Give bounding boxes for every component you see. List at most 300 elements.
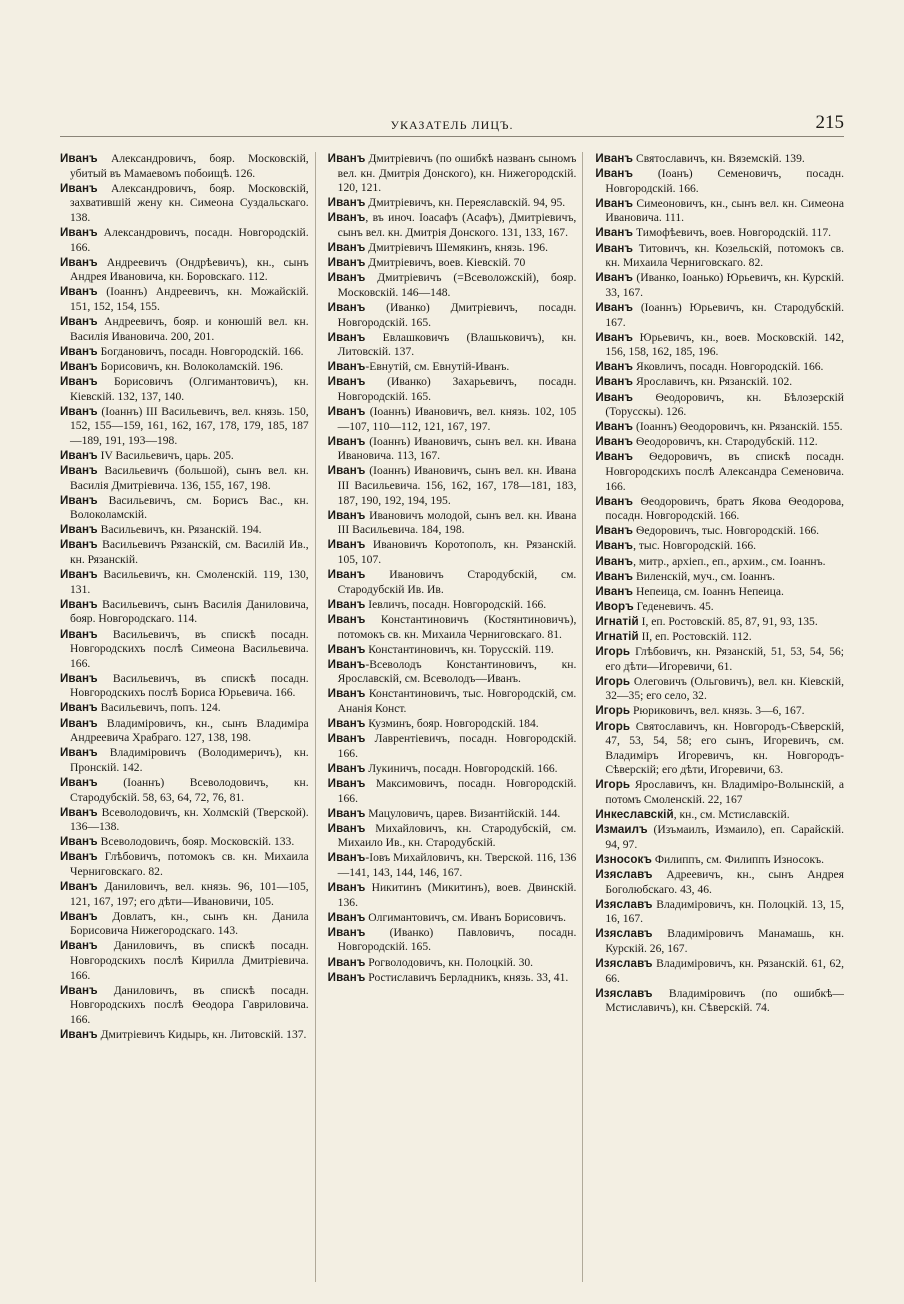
entry-text: Глѣбовичъ, кн. Рязанскій, 51, 53, 54, 56; его дѣти—Игоревичи, 61. [605, 645, 844, 673]
index-entry [595, 898, 844, 927]
page-header [60, 112, 844, 137]
index-entry [328, 643, 577, 658]
entry-text: Ѳеодоровичъ, кн. Стародубскій. 112. [633, 435, 818, 449]
entry-name: Иванъ [60, 315, 98, 329]
entry-text: Васильевичъ, кн. Рязанскій. 194. [97, 523, 262, 537]
entry-text: (Иванко) Дмитріевичъ, посадн. Новгородскій. 165. [337, 300, 577, 329]
index-entry [60, 598, 309, 627]
index-entry [60, 806, 309, 835]
entry-text: Глѣбовичъ, потомокъ св. кн. Михаила Черниговскаго. 82. [70, 850, 309, 878]
index-column-1 [60, 152, 316, 1282]
entry-text: Даниловичъ, въ спискѣ посадн. Новгородскихъ послѣ Ѳеодора Гавриловича. 166. [70, 983, 309, 1026]
entry-name: Иванъ [60, 448, 98, 462]
entry-text: Константиновичъ (Костянтиновичъ), потомокъ св. кн. Михаила Черниговскаго. 81. [337, 612, 577, 641]
index-entry [60, 375, 309, 404]
entry-name: Изяславъ [595, 868, 653, 881]
entry-text: Дмитріевичъ, кн. Переяславскій. 94, 95. [365, 196, 566, 210]
entry-text: Никитинъ (Микитинъ), воев. Двинскій. 136. [337, 881, 577, 909]
entry-name: Иванъ [60, 746, 98, 760]
entry-text: Филиппъ, см. Филиппъ Износокъ. [651, 852, 825, 866]
entry-text: Васильевичъ, кн. Смоленскій. 119, 130, 131. [70, 568, 309, 596]
entry-name: Иванъ [327, 434, 366, 448]
entry-name: Иванъ [327, 687, 366, 701]
index-entry [60, 776, 309, 805]
entry-name: Иванъ [60, 568, 98, 582]
index-entry [328, 926, 577, 955]
page-number: 215 [815, 112, 844, 133]
entry-text: Владиміровичъ, кн. Полоцкій. 13, 15, 16, 167. [605, 897, 844, 926]
entry-name: Иванъ [327, 508, 366, 522]
entry-text: Ѳеодоровичъ, братъ Якова Ѳеодорова, посадн. Новгородскій. 166. [605, 494, 844, 523]
entry-text: Ивановичъ Коротополъ, кн. Рязанскій. 105, 107. [337, 538, 577, 567]
entry-name: Иванъ [595, 330, 634, 344]
entry-text: Адреевичъ, кн., сынъ Андрея Боголюбскаго. 43, 46. [605, 868, 844, 896]
index-entry [328, 717, 577, 732]
index-entry [595, 853, 844, 868]
entry-name: Иванъ [595, 360, 634, 374]
index-entry [595, 555, 844, 570]
index-entry [328, 301, 577, 330]
entry-text: IV Васильевичъ, царь. 205. [97, 448, 234, 462]
entry-text: Геденевичъ. 45. [633, 599, 714, 613]
entry-text: Симеоновичъ, кн., сынъ вел. кн. Симеона Ивановича. 111. [605, 196, 844, 225]
entry-name: Иванъ [60, 285, 98, 299]
index-entry [328, 687, 577, 716]
entry-text: , кн., см. Мстиславскій. [673, 808, 790, 822]
index-entry [328, 732, 577, 761]
entry-name: Износокъ [595, 852, 652, 866]
entry-name: Игнатій [595, 630, 639, 643]
index-entry [595, 271, 844, 300]
entry-name: Иванъ [327, 405, 366, 419]
index-entry [328, 568, 577, 597]
index-entry [595, 495, 844, 524]
entry-text: Владиміровичъ Манамашь, кн. Курскій. 26, 167. [605, 927, 844, 955]
index-entry [595, 704, 844, 719]
entry-name: Иванъ [327, 271, 366, 285]
entry-name: Иванъ [60, 880, 98, 894]
entry-text: Борисовичъ (Олгимантовичъ), кн. Кіевскій. 132, 137, 140. [70, 374, 309, 403]
entry-text: II, еп. Ростовскій. 112. [638, 630, 752, 643]
index-entry [595, 987, 844, 1016]
entry-text: (Иванко) Захарьевичъ, посадн. Новгородскій. 165. [337, 375, 577, 403]
entry-name: Иванъ [595, 450, 634, 464]
entry-name: Иванъ [327, 761, 366, 775]
index-entry [60, 285, 309, 314]
entry-text: Александровичъ, посадн. Новгородскій. 166. [70, 225, 309, 254]
index-entry [595, 360, 844, 375]
index-entry [60, 464, 309, 493]
entry-text: Михайловичъ, кн. Стародубскій, см. Михаило Ив., кн. Стародубскій. [337, 821, 577, 850]
entry-text: Непеица, см. Іоаннъ Непеица. [633, 584, 784, 598]
entry-text: , въ иноч. Іоасафъ (Асафъ), Дмитріевичъ, сынъ вел. кн. Дмитрія Донского. 131, 133, 167. [337, 211, 577, 239]
index-entry [595, 524, 844, 539]
entry-text: Евлашковичъ (Влашьковичъ), кн. Литовскій. 137. [337, 330, 577, 359]
entry-text: Всеволодовичъ, бояр. Московскій. 133. [97, 835, 295, 849]
entry-name: Иванъ [60, 983, 98, 997]
entry-name: Иванъ [327, 776, 366, 790]
entry-name: Инкеславскій [595, 808, 674, 822]
index-entry [328, 256, 577, 271]
entry-text: Дмитріевичъ Шемякинъ, князь. 196. [365, 241, 548, 255]
index-entry [60, 835, 309, 850]
index-entry [595, 301, 844, 330]
entry-text: Всеволодовичъ, кн. Холмскій (Тверской). 136—138. [70, 805, 309, 834]
entry-name: Игорь [595, 645, 631, 659]
index-entry [595, 331, 844, 360]
entry-name: Иванъ [327, 612, 366, 626]
entry-text: Ѳедоровичъ, тыс. Новгородскій. 166. [633, 524, 820, 538]
entry-name: Иванъ [60, 523, 98, 537]
entry-text: Ивановичъ Стародубскій, см. Стародубскій Ив. Ив. [337, 568, 577, 596]
index-column-3 [595, 152, 844, 1282]
entry-name: Иванъ [595, 167, 634, 181]
index-entry [60, 494, 309, 523]
entry-text: -Всеволодъ Константиновичъ, кн. Ярославскій, см. Всеволодъ—Иванъ. [337, 657, 577, 686]
entry-name: Иванъ [60, 909, 98, 923]
entry-text: Олгимантовичъ, см. Иванъ Борисовичъ. [365, 910, 567, 924]
entry-text: Дмитріевичъ (по ошибкѣ названъ сыномъ вел. кн. Дмитрія Донского), кн. Нижегородскій. 120, 121. [337, 152, 577, 195]
entry-text: Васильевичъ (большой), сынъ вел. кн. Василія Дмитріевича. 136, 155, 167, 198. [70, 463, 309, 492]
entry-text: Владиміровичъ, кн., сынъ Владиміра Андреевича Храбраго. 127, 138, 198. [70, 716, 309, 745]
index-entry [328, 851, 577, 880]
entry-name: Иванъ [60, 225, 98, 239]
index-entry [595, 808, 844, 823]
entry-name: Иванъ [60, 775, 98, 789]
entry-name: Иванъ [595, 420, 634, 434]
entry-text: -Евнутій, см. Евнутій-Иванъ. [365, 360, 510, 374]
entry-name: Иванъ [595, 524, 634, 538]
index-entry [60, 345, 309, 360]
entry-text: Ѳеодоровичъ, кн. Бѣлозерскій (Торусскы). 126. [605, 390, 844, 419]
index-entry [595, 242, 844, 271]
entry-name: Иванъ [327, 717, 366, 731]
entry-text: (Іоаннъ) Ивановичъ, сынъ вел. кн. Ивана Ивановича. 113, 167. [337, 434, 577, 463]
entry-name: Иванъ [327, 196, 366, 210]
index-entry [595, 420, 844, 435]
index-entry [595, 570, 844, 585]
index-entry [328, 331, 577, 360]
entry-name: Иванъ [60, 344, 98, 358]
entry-text: (Іоанъ) Семеновичъ, посадн. Новгородскій. 166. [605, 167, 844, 195]
entry-name: Иванъ [60, 597, 98, 611]
entry-text: Васильевичъ, въ спискѣ посадн. Новгородскихъ послѣ Бориса Юрьевича. 166. [70, 671, 309, 700]
index-entry [595, 778, 844, 807]
index-columns [60, 152, 844, 1282]
entry-text: Владиміровичъ, кн. Рязанскій. 61, 62, 66. [605, 957, 844, 985]
index-entry [328, 658, 577, 687]
index-entry [328, 538, 577, 567]
index-entry [595, 823, 844, 852]
entry-name: Иванъ [327, 657, 366, 671]
entry-text: (Іоаннъ) Ивановичъ, сынъ вел. кн. Ивана III Васильевича. 156, 162, 167, 178—181, 183, 187, 190, 192, 194, 195. [337, 464, 577, 507]
index-entry [328, 196, 577, 211]
index-entry [328, 360, 577, 375]
entry-text: Юрьевичъ, кн., воев. Московскій. 142, 156, 158, 162, 185, 196. [605, 330, 844, 359]
index-entry [60, 910, 309, 939]
entry-text: (Іоаннъ) Ѳеодоровичъ, кн. Рязанскій. 155. [633, 420, 843, 434]
entry-name: Иванъ [327, 597, 366, 611]
index-entry [595, 630, 844, 645]
entry-text: Богдановичъ, посадн. Новгородскій. 166. [97, 344, 304, 358]
index-entry [595, 585, 844, 600]
index-entry [60, 672, 309, 701]
index-entry [328, 613, 577, 642]
index-entry [595, 615, 844, 630]
entry-name: Изяславъ [595, 897, 653, 911]
index-entry [595, 435, 844, 450]
entry-text: Святославичъ, кн. Вяземскій. 139. [633, 152, 805, 165]
index-entry [60, 701, 309, 716]
entry-text: Андреевичъ (Ондрѣевичъ), кн., сынъ Андрея Ивановича, кн. Боровскаго. 112. [70, 255, 309, 284]
entry-name: Иванъ [327, 211, 366, 225]
entry-text: Борисовичъ, кн. Волоколамскій. 196. [97, 359, 284, 373]
entry-text: Александровичъ, бояр. Московскій, убитый въ Мамаевомъ побоищѣ. 126. [70, 152, 309, 180]
entry-text: Константиновичъ, кн. Торусскій. 119. [365, 642, 554, 656]
entry-text: Кузминъ, бояр. Новгородскій. 184. [365, 717, 539, 731]
entry-text: Даниловичъ, въ спискѣ посадн. Новгородскихъ послѣ Кирилла Дмитріевича. 166. [70, 939, 309, 982]
index-entry [60, 939, 309, 983]
entry-name: Иванъ [327, 955, 366, 969]
index-entry [328, 956, 577, 971]
entry-text: Максимовичъ, посадн. Новгородскій. 166. [337, 776, 577, 805]
entry-text: Константиновичъ, тыс. Новгородскій, см. Ананія Конст. [337, 687, 577, 715]
entry-text: Владиміровичъ (по ошибкѣ—Мстиславичъ), кн. Сѣверскій. 74. [605, 986, 844, 1015]
index-entry [328, 598, 577, 613]
entry-name: Иванъ [327, 330, 366, 344]
entry-text: (Іоаннъ) Андреевичъ, кн. Можайскій. 151, 152, 154, 155. [70, 285, 309, 313]
entry-text: Ярославичъ, кн. Рязанскій. 102. [633, 375, 793, 389]
entry-name: Иванъ [595, 375, 634, 389]
entry-name: Иванъ [60, 181, 98, 195]
index-entry [60, 746, 309, 775]
index-entry [60, 984, 309, 1028]
entry-text: (Иванко) Павловичъ, посадн. Новгородскій. 165. [337, 925, 577, 954]
index-entry [595, 720, 844, 778]
index-entry [595, 450, 844, 494]
entry-name: Изяславъ [595, 927, 653, 941]
entry-text: (Изъмаилъ, Измаило), еп. Сарайскій. 94, 97. [605, 823, 844, 851]
index-entry [60, 182, 309, 226]
entry-text: Ѳедоровичъ, въ спискѣ посадн. Новгородскихъ послѣ Александра Семеновича. 166. [605, 450, 844, 493]
index-entry [595, 868, 844, 897]
entry-name: Иванъ [595, 390, 634, 404]
index-entry [328, 464, 577, 508]
entry-name: Изяславъ [595, 957, 653, 971]
entry-name: Иванъ [60, 493, 98, 507]
index-entry [595, 152, 844, 167]
entry-name: Иванъ [60, 805, 98, 819]
index-entry [595, 391, 844, 420]
index-entry [328, 152, 577, 196]
entry-name: Иванъ [595, 300, 634, 314]
index-entry [60, 449, 309, 464]
entry-name: Иванъ [327, 360, 366, 374]
entry-text: Ивановичъ молодой, сынъ вел. кн. Ивана III Васильевича. 184, 198. [337, 508, 577, 537]
entry-name: Иванъ [327, 300, 366, 314]
entry-name: Иванъ [327, 256, 366, 270]
entry-name: Иванъ [60, 850, 98, 864]
entry-name: Иванъ [60, 627, 98, 641]
entry-name: Иванъ [595, 241, 634, 255]
entry-text: Лукиничъ, посадн. Новгородскій. 166. [365, 761, 558, 775]
index-entry [60, 628, 309, 672]
entry-name: Иванъ [327, 851, 366, 865]
entry-name: Иванъ [595, 435, 634, 449]
entry-text: Лаврентіевичъ, посадн. Новгородскій. 166. [337, 732, 577, 760]
index-entry [595, 539, 844, 554]
entry-text: Довлатъ, кн., сынъ кн. Данила Борисовича Нижегородскаго. 143. [70, 909, 309, 938]
index-entry [328, 211, 577, 240]
index-entry [60, 152, 309, 181]
entry-name: Игорь [595, 704, 631, 718]
entry-name: Иванъ [60, 463, 98, 477]
entry-name: Игорь [595, 674, 631, 688]
index-entry [60, 523, 309, 538]
entry-name: Иванъ [60, 255, 98, 269]
entry-text: Даниловичъ, вел. князь. 96, 101—105, 121, 167, 197; его дѣти—Ивановичи, 105. [70, 880, 309, 908]
entry-name: Иванъ [60, 1028, 98, 1042]
index-entry [60, 568, 309, 597]
index-entry [60, 360, 309, 375]
entry-name: Иванъ [60, 538, 98, 552]
entry-name: Изяславъ [595, 986, 653, 1000]
entry-text: Васильевичъ Рязанскій, см. Василій Ив., кн. Рязанскій. [70, 538, 309, 567]
entry-name: Иванъ [327, 152, 366, 165]
entry-name: Иванъ [327, 241, 366, 255]
index-entry [60, 850, 309, 879]
entry-text: Васильевичъ, см. Борисъ Вас., кн. Волоколамскій. [70, 493, 309, 522]
index-entry [328, 762, 577, 777]
entry-text: -Іовъ Михайловичъ, кн. Тверской. 116, 136—141, 143, 144, 146, 167. [337, 851, 577, 879]
index-entry [595, 957, 844, 986]
entry-name: Иванъ [60, 939, 98, 953]
entry-name: Игорь [595, 778, 631, 792]
entry-text: Дмитріевичъ (=Всеволожскій), бояр. Московскій. 146—148. [337, 271, 577, 299]
entry-text: (Іоаннъ) III Васильевичъ, вел. князь. 150, 152, 155—159, 161, 162, 167, 178, 179, 185, 187—189, 191, 193—198. [70, 404, 309, 447]
entry-text: Тимофѣевичъ, воев. Новгородскій. 117. [633, 226, 832, 240]
entry-text: Васильевичъ, попъ. 124. [97, 701, 221, 715]
index-entry [595, 375, 844, 390]
index-entry [595, 197, 844, 226]
index-entry [328, 375, 577, 404]
entry-name: Иванъ [60, 374, 98, 388]
index-column-2 [328, 152, 584, 1282]
entry-text: Яковличъ, посадн. Новгородскій. 166. [633, 360, 824, 374]
entry-name: Иванъ [60, 152, 98, 165]
entry-name: Иванъ [595, 152, 634, 165]
entry-name: Иванъ [595, 539, 634, 553]
index-entry [595, 226, 844, 241]
entry-name: Иванъ [327, 970, 366, 984]
index-entry [328, 807, 577, 822]
index-entry [328, 971, 577, 986]
entry-text: Владиміровичъ (Володимеричъ), кн. Пронскій. 142. [70, 746, 309, 774]
entry-text: I, еп. Ростовскій. 85, 87, 91, 93, 135. [638, 614, 818, 628]
entry-name: Иванъ [595, 494, 634, 508]
entry-text: Олеговичъ (Ольговичъ), вел. кн. Кіевскій, 32—35; его село, 32. [605, 674, 844, 703]
index-entry [595, 645, 844, 674]
entry-text: Святославичъ, кн. Новгородъ-Сѣверскій, 47, 53, 54, 58; его сынъ, Игоревичъ, см. Владиміръ Игоревичъ, кн. Новгородъ-Сѣверскій; его дѣти, Игоревичи, 63. [605, 719, 844, 777]
entry-name: Иванъ [595, 226, 634, 240]
entry-name: Игнатій [595, 614, 639, 628]
entry-name: Иванъ [327, 538, 366, 552]
entry-name: Игорь [595, 719, 631, 733]
entry-name: Иванъ [60, 835, 98, 849]
entry-name: Иванъ [327, 881, 366, 895]
index-entry [60, 1028, 309, 1043]
index-entry [60, 405, 309, 449]
running-title: УКАЗАТЕЛЬ ЛИЦЪ. [390, 118, 514, 132]
entry-text: (Иванко, Іоанько) Юрьевичъ, кн. Курскій. 33, 167. [605, 271, 844, 299]
index-entry [328, 435, 577, 464]
index-entry [60, 717, 309, 746]
index-entry [328, 777, 577, 806]
entry-name: Иванъ [327, 925, 366, 939]
index-entry [595, 600, 844, 615]
entry-name: Иванъ [60, 359, 98, 373]
entry-name: Иворъ [595, 599, 634, 613]
entry-name: Иванъ [595, 196, 634, 210]
entry-text: (Іоаннъ) Ивановичъ, вел. князь. 102, 105—107, 110—112, 121, 167, 197. [337, 405, 577, 433]
entry-name: Иванъ [327, 568, 366, 582]
entry-text: (Іоаннъ) Юрьевичъ, кн. Стародубскій. 167. [605, 300, 844, 329]
index-entry [595, 675, 844, 704]
entry-text: Васильевичъ, въ спискѣ посадн. Новгородскихъ послѣ Симеона Васильевича. 166. [70, 627, 309, 670]
entry-name: Иванъ [60, 404, 98, 418]
entry-text: Ростиславичъ Берладникъ, князь. 33, 41. [365, 970, 569, 984]
entry-name: Иванъ [327, 375, 366, 389]
index-entry [595, 167, 844, 196]
entry-name: Иванъ [60, 701, 98, 715]
entry-text: Рюриковичъ, вел. князь. 3—6, 167. [630, 704, 805, 718]
index-entry [60, 880, 309, 909]
index-entry [328, 241, 577, 256]
entry-text: Васильевичъ, сынъ Василія Даниловича, бояр. Новгородскаго. 114. [70, 597, 309, 626]
entry-text: , тыс. Новгородскій. 166. [633, 539, 757, 553]
entry-name: Иванъ [327, 910, 366, 924]
index-entry [60, 315, 309, 344]
entry-name: Иванъ [595, 554, 634, 568]
entry-text: Александровичъ, бояр. Московскій, захватившій жену кн. Симеона Суздальскаго. 138. [70, 181, 309, 224]
index-entry [60, 256, 309, 285]
index-entry [328, 405, 577, 434]
index-entry [328, 271, 577, 300]
entry-name: Иванъ [595, 569, 634, 583]
index-entry [328, 509, 577, 538]
index-entry [328, 911, 577, 926]
entry-name: Иванъ [327, 642, 366, 656]
entry-name: Измаилъ [595, 823, 648, 837]
entry-name: Иванъ [327, 732, 366, 746]
entry-text: Титовичъ, кн. Козельскій, потомокъ св. кн. Михаила Черниговскаго. 82. [605, 241, 844, 270]
entry-name: Иванъ [327, 821, 366, 835]
entry-text: Дмитріевичъ, воев. Кіевскій. 70 [365, 256, 526, 270]
entry-text: Мацуловичъ, царев. Византійскій. 144. [365, 806, 561, 820]
entry-text: Андреевичъ, бояр. и конюшій вел. кн. Василія Ивановича. 200, 201. [70, 315, 309, 343]
entry-name: Иванъ [595, 584, 634, 598]
entry-name: Иванъ [60, 716, 98, 730]
entry-name: Иванъ [327, 806, 366, 820]
entry-text: Рогволодовичъ, кн. Полоцкій. 30. [365, 955, 534, 969]
index-entry [328, 822, 577, 851]
entry-text: Іевличъ, посадн. Новгородскій. 166. [365, 597, 547, 611]
entry-text: Дмитріевичъ Кидырь, кн. Литовскій. 137. [97, 1028, 307, 1042]
entry-text: Виленскій, муч., см. Іоаннъ. [633, 569, 776, 583]
entry-text: (Іоаннъ) Всеволодовичъ, кн. Стародубскій. 58, 63, 64, 72, 76, 81. [70, 775, 309, 804]
entry-text: Ярославичъ, кн. Владиміро-Волынскій, а потомъ Смоленскій. 22, 167 [605, 778, 844, 807]
index-entry [60, 538, 309, 567]
